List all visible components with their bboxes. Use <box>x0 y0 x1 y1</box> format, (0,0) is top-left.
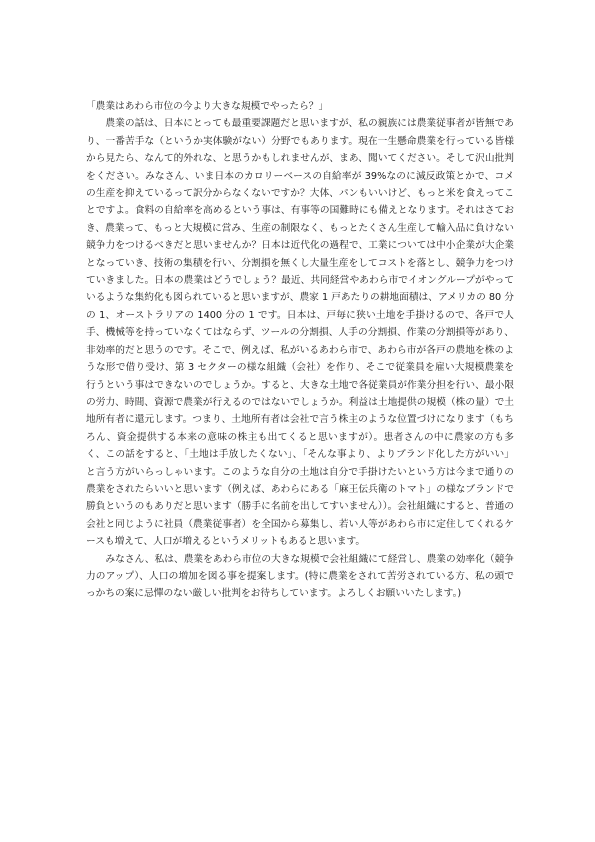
body-paragraph-1: 農業の話は、日本にとっても最重要課題だと思いますが、私の親族には農業従事者が皆無であり、一番苦手な（というか実体験がない）分野でもあります。現在一生懸命農業を行っている皆様から見たら、なんて的外れな、と思うかもしれませんが、まあ、聞いてください。そして沢山批判をください。みなさん、いま日本のカロリーベースの自給率が 39%なのに減反政策とかで、コメの生産を抑えているって訳分からなくないですか？大体、パンもいいけど、もっと米を食えってことですよ。食料の自給率を高めるという事は、有事等の国難時にも備えとなります。それはさておき、農業って、もっと大規模に営み、生産の制限なく、もっとたくさん生産して輸入品に負けない競争力をつけるべきだと思いませんか？日本は近代化の過程で、工業については中小企業が大企業となっていき、技術の集積を行い、分割損を無くし大量生産をしてコストを落とし、競争力をつけていきました。日本の農業はどうでしょう？最近、共同経営やあわら市でイオングループがやっているような集約化も図られていると思いますが、農家 1 戸あたりの耕地面積は、アメリカの 80 分の 1、オーストラリアの 1400 分の 1 です。日本は、戸毎に狭い土地を手掛けるので、各戸で人手、機械等を持っていなくてはならず、ツールの分割損、人手の分割損、作業の分割損等があり、非効率的だと思うのです。そこで、例えば、私がいるあわら市で、あわら市が各戸の農地を株のような形で借り受け、第 3 セクターの様な組織（会社）を作り、そこで従業員を雇い大規模農業を行うという事はできないのでしょうか。すると、大きな土地で各従業員が作業分担を行い、最小限の労力、時間、資源で農業が行えるのではないでしょうか。利益は土地提供の規模（株の量）で土地所有者に還元します。つまり、土地所有者は会社で言う株主のような位置づけになります（もちろん、資金提供する本来の意味の株主も出てくると思いますが）。患者さんの中に農家の方も多く、この話をすると、「土地は手放したくない」、「そんな事より、よりブランド化した方がいい」と言う方がいらっしゃいます。このような自分の土地は自分で手掛けたいという方は今まで通りの農業をされたらいいと思います（例えば、あわらにある「麻王伝兵衛のトマト」の様なブランドで勝負というのもありだと思います（勝手に名前を出してすいません））。会社組織にすると、普通の会社と同じように社員（農業従事者）を全国から募集し、若い人等があわら市に定住してくれるケースも増えて、人口が増えるというメリットもあると思います。 <box>86 118 514 548</box>
body-paragraph-2: みなさん、私は、農業をあわら市位の大きな規模で会社組織にて経営し、農業の効率化（競争力のアップ）、人口の増加を図る事を提案します。(特に農業をされて苦労されている方、私の頭でっかちの案に忌憚のない厳しい批判をお待ちしています。よろしくお願いいたします。) <box>86 553 514 600</box>
document-title: 「農業はあわら市位の今より大きな規模でやったら？」 <box>86 101 329 112</box>
document-body <box>86 98 514 603</box>
